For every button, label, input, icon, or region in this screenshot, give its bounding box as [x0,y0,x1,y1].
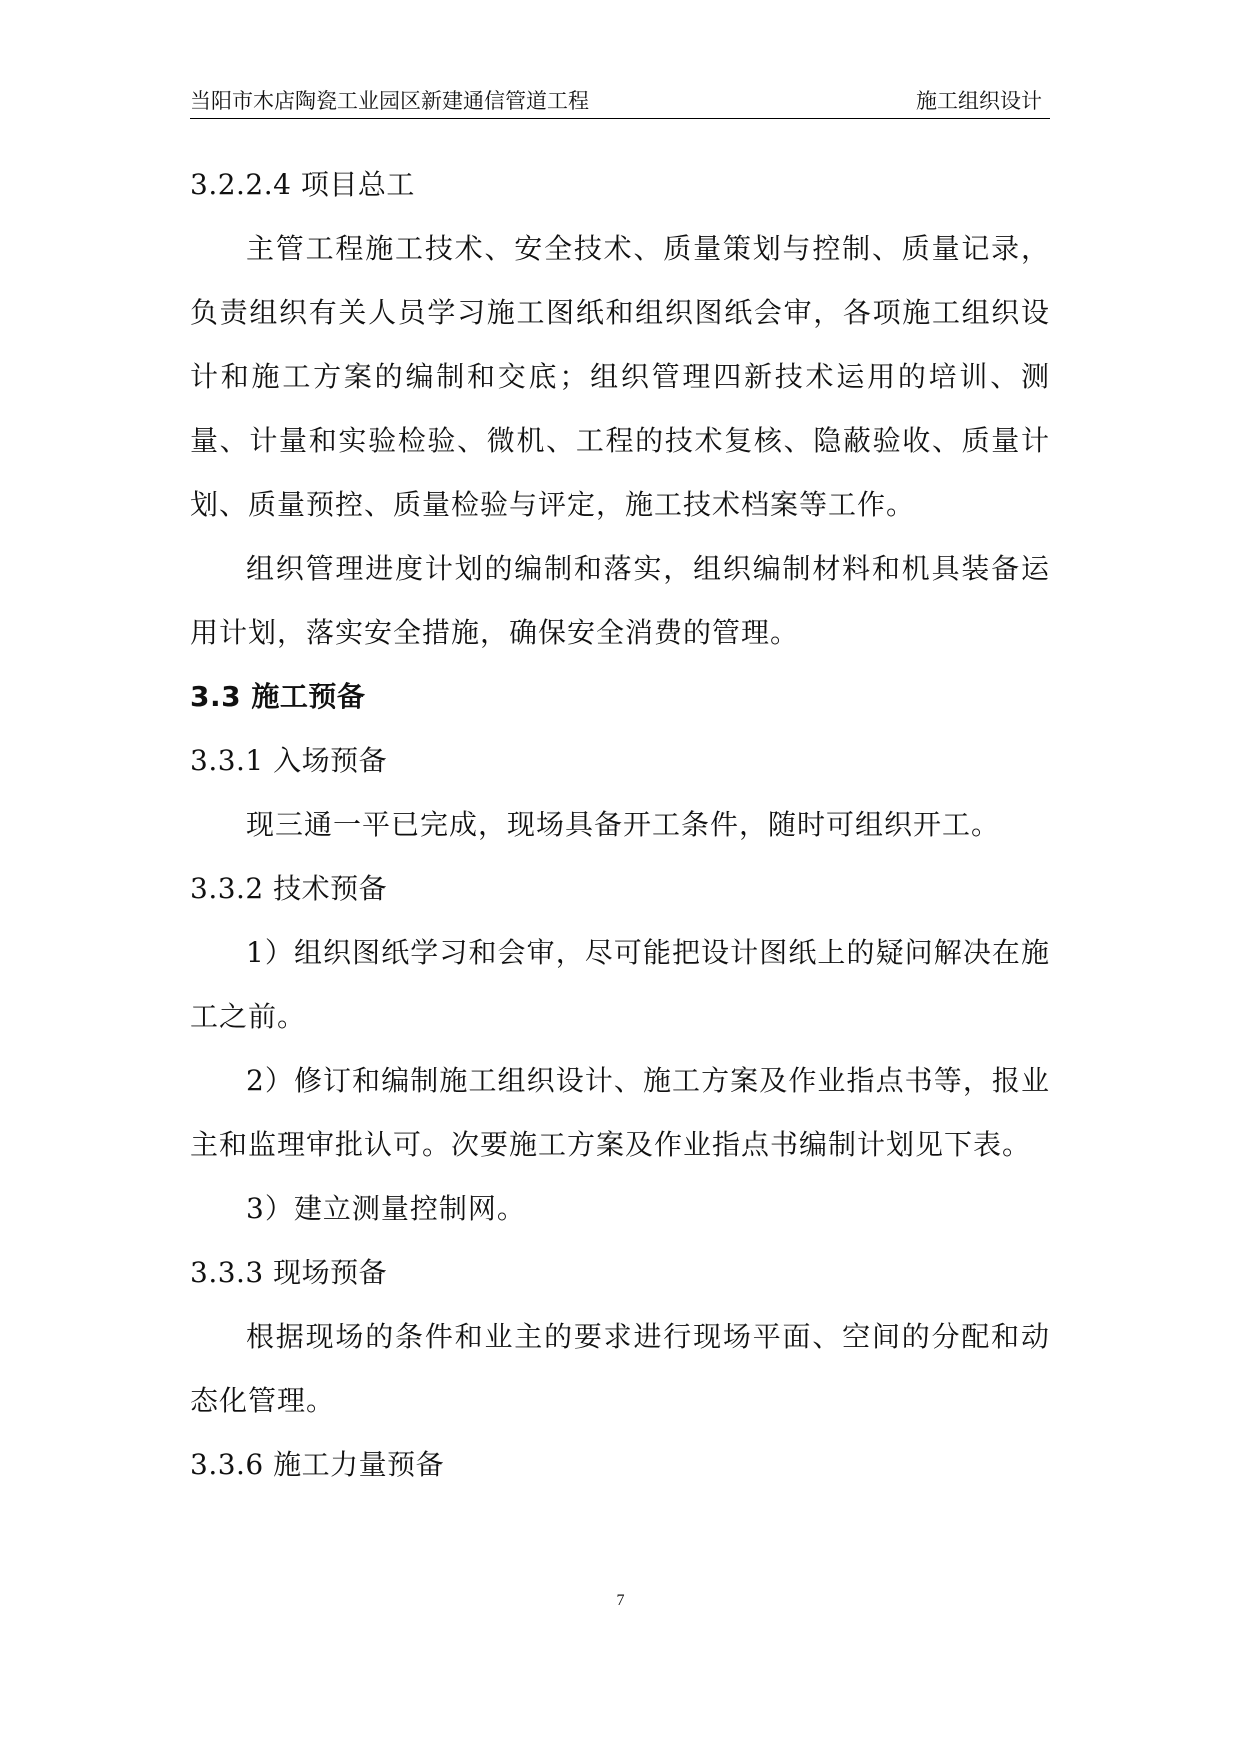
heading-3-3-1: 3.3.1 入场预备 [190,744,388,777]
heading-3-3-3: 3.3.3 现场预备 [190,1256,388,1289]
paragraph-survey-network: 3）建立测量控制网。 [246,1192,526,1225]
heading-3-3: 3.3 施工预备 [190,680,366,713]
page-header [190,84,1050,119]
heading-3-2-2-4: 3.2.2.4 项目总工 [190,168,415,201]
page-number: 7 [616,1592,625,1609]
paragraph-schedule-management: 组织管理进度计划的编制和落实，组织编制材料和机具装备运用计划，落实安全措施，确保安全消费的管理。 [190,552,1050,649]
paragraph-drawing-review: 1）组织图纸学习和会审，尽可能把设计图纸上的疑问解决在施工之前。 [190,936,1050,1033]
page-content [190,153,1050,1497]
document-title: 当阳市木店陶瓷工业园区新建通信管道工程 [190,89,589,113]
heading-3-3-6: 3.3.6 施工力量预备 [190,1448,445,1481]
heading-3-3-2: 3.3.2 技术预备 [190,872,388,905]
paragraph-site-entry: 现三通一平已完成，现场具备开工条件，随时可组织开工。 [246,808,1001,841]
document-section: 施工组织设计 [916,89,1042,113]
paragraph-chief-engineer-duties: 主管工程施工技术、安全技术、质量策划与控制、质量记录，负责组织有关人员学习施工图纸和组织图纸会审，各项施工组织设计和施工方案的编制和交底；组织管理四新技术运用的培训、测量、计量和实验检验、微机、工程的技术复核、隐蔽验收、质量计划、质量预控、质量检验与评定，施工技术档案等工作。 [190,232,1050,521]
paragraph-site-management: 根据现场的条件和业主的要求进行现场平面、空间的分配和动态化管理。 [190,1320,1050,1417]
paragraph-plan-revision: 2）修订和编制施工组织设计、施工方案及作业指点书等，报业主和监理审批认可。次要施工方案及作业指点书编制计划见下表。 [190,1064,1050,1161]
